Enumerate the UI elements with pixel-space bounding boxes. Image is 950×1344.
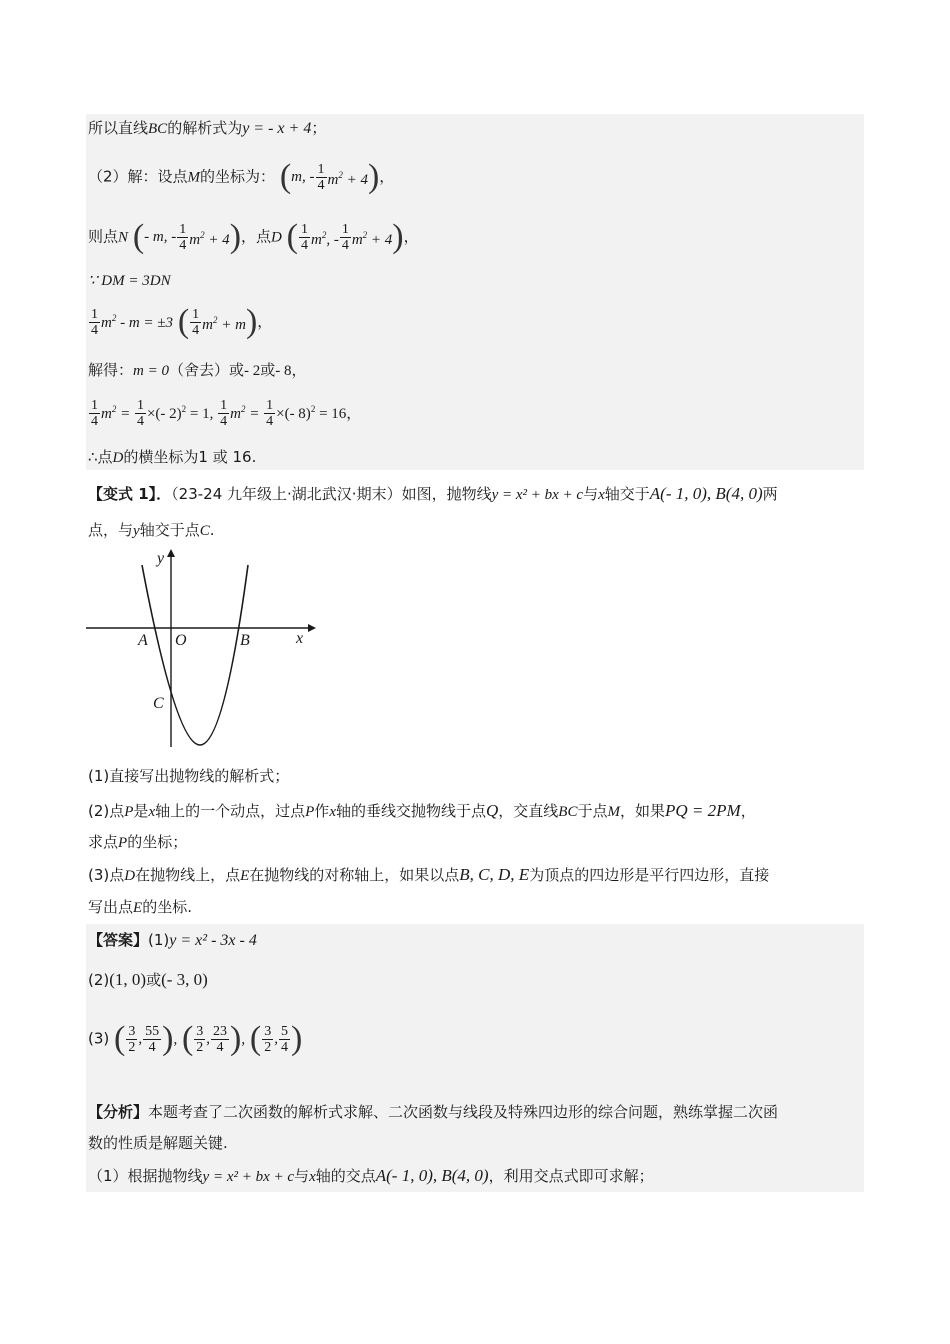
y-axis-arrow-icon	[167, 549, 175, 557]
answer-3: (3) ( $\frac{3}{2}$ , $\frac{55}{4}$ ) , ( $\frac{3}{2}$ , $\frac{23}{4}$ ) , ( $\frac{3}{2}$ , $\frac{5}{4}$ )	[88, 1020, 303, 1057]
x-axis-arrow-icon	[308, 624, 316, 632]
problem-line-2: 点，与y轴交于点C.	[88, 521, 215, 539]
answer-2: (2)(1, 0)或(- 3, 0)	[88, 970, 208, 989]
solution-line-6: 解得：m = 0（舍去）或- 2或- 8，	[88, 361, 307, 379]
solution-line-8: ∴点D的横坐标为1 或 16.	[88, 448, 257, 466]
parabola-figure	[86, 545, 316, 755]
coordinate-m: ( m, - $\frac{1}{4}$ $m^2 + 4$ )	[279, 158, 380, 195]
label-x: x	[296, 630, 304, 647]
label-a: A	[138, 632, 148, 649]
solution-line-5: $\frac{1}{4}$ $m^2 - m = \pm 3$ ( $\frac{1}{4}$ $m^2 + m$ ) ，	[91, 303, 273, 340]
solution-line-1: 所以直线BC的解析式为y = - x + 4；	[88, 119, 327, 137]
question-2: (2)点P是x轴上的一个动点，过点P作x轴的垂线交抛物线于点Q，交直线BC于点M，如果PQ = 2PM，	[88, 801, 756, 820]
parabola-curve	[142, 565, 248, 745]
label-y: y	[157, 550, 165, 567]
solution-line-2: （2）解：设点M的坐标为： ( m, - $\frac{1}{4}$ $m^2 + 4$ ) ，	[88, 158, 395, 195]
question-2-cont: 求点P的坐标；	[88, 833, 188, 851]
question-1: (1)直接写出抛物线的解析式；	[88, 767, 290, 785]
analysis-step-1: （1）根据抛物线y = x² + bx + c与x轴的交点A(- 1, 0), B(4, 0)，利用交点式即可求解；	[88, 1166, 654, 1185]
label-b: B	[240, 632, 250, 649]
answer-1: 【答案】(1)y = x² - 3x - 4	[88, 931, 257, 949]
analysis-line-2: 数的性质是解题关键.	[88, 1134, 228, 1152]
solution-line-7: $\frac{1}{4}$ $m^2$ = $\frac{1}{4}$ ×(- 2)$^2$ = 1, $\frac{1}{4}$ $m^2$ = $\frac{1}{4}$ ×(- 8)$^2$ = 16，	[91, 398, 362, 429]
question-3-cont: 写出点E的坐标.	[88, 898, 192, 916]
label-c: C	[153, 695, 164, 712]
question-3: (3)点D在抛物线上，点E在抛物线的对称轴上，如果以点B, C, D, E为顶点的四边形是平行四边形，直接	[88, 865, 770, 884]
coordinate-n: ( - m, - $\frac{1}{4}$ $m^2 + 4$ )	[132, 218, 242, 255]
label-o: O	[175, 632, 187, 649]
coordinate-d: ( $\frac{1}{4}$ $m^2$, - $\frac{1}{4}$ $m^2 + 4$ )	[286, 218, 404, 255]
solution-line-4: ∵ DM = 3DN	[88, 273, 171, 289]
problem-line-1: 【变式 1】．（23-24 九年级上·湖北武汉·期末）如图，抛物线y = x² + bx + c与x轴交于A(- 1, 0), B(4, 0)两	[88, 484, 778, 503]
analysis-line-1: 【分析】本题考查了二次函数的解析式求解、二次函数与线段及特殊四边形的综合问题，熟练掌握二次函	[88, 1103, 779, 1121]
solution-line-3: 则点N ( - m, - $\frac{1}{4}$ $m^2 + 4$ ) ，点D ( $\frac{1}{4}$ $m^2$, - $\frac{1}{4}$ $m^2 + 4$ ) ，	[88, 218, 419, 255]
